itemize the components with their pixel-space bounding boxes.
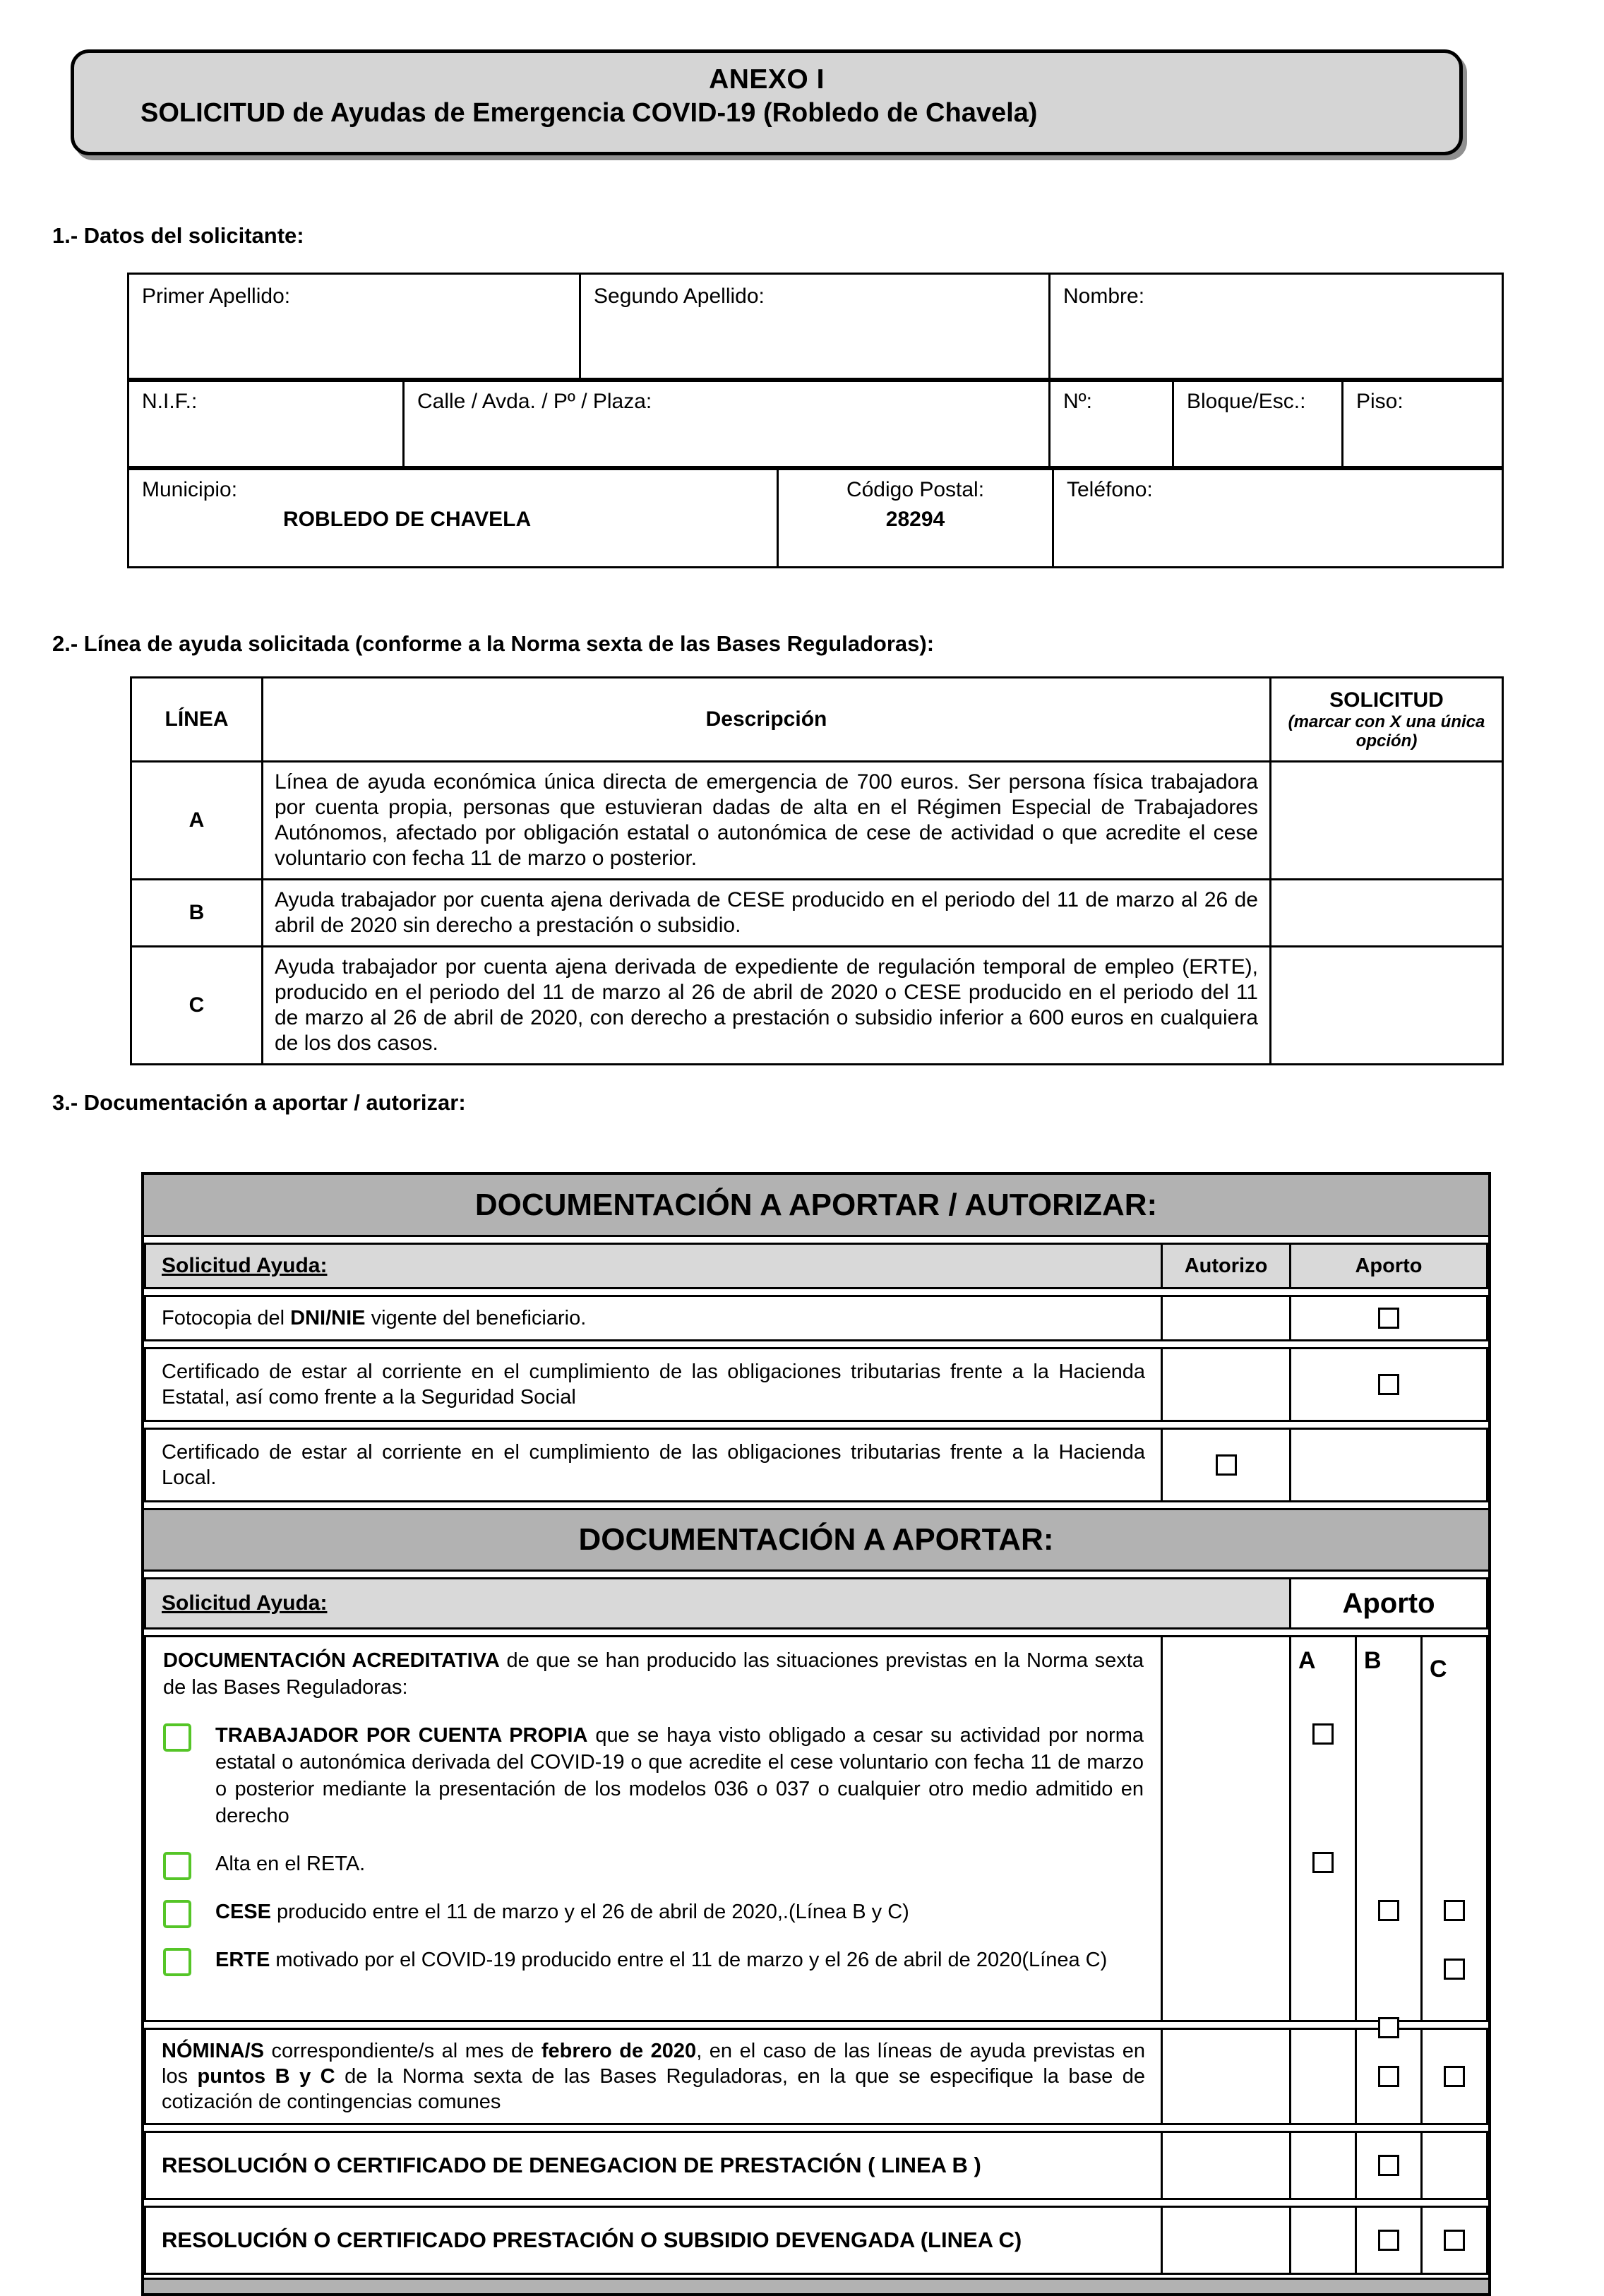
linea-a-descripcion: Línea de ayuda económica única directa de emergencia de 700 euros. Ser persona física trabajadora por cuenta propia, personas que estuvieran dadas de alta en el Régimen Especial de Trabajadores Autónomos, afectado por obligación estatal o autonómica de cese de actividad o que acredite el cese voluntario con fecha 11 de marzo o posterior. (263, 762, 1271, 880)
text-segment: que se haya visto obligado a cesar su actividad por norma estatal o autonómica derivada del COVID-19 o que acredite el cese voluntario con fecha 11 de marzo o posterior mediante la presentación de los modelos 036 o 037 o cualquier otro medio admitido en derecho (215, 1724, 1144, 1827)
label-segundo-apellido: Segundo Apellido: (594, 285, 765, 308)
col-label-c: C (1430, 1656, 1447, 1682)
resolucion-denegacion-text-cell (146, 2133, 1163, 2198)
text-segment-bold: ERTE (215, 1949, 270, 1971)
autorizo-checkbox-hacienda-local[interactable] (1216, 1454, 1237, 1476)
table-row-linea-a (131, 762, 1503, 880)
label-bloque: Bloque/Esc.: (1187, 390, 1306, 413)
aporto-cell-dni (1291, 1297, 1486, 1339)
table-row-linea-b (131, 880, 1503, 947)
doc-row-resolucion-prestacion (144, 2206, 1488, 2275)
doc-row-hacienda-estatal-paragraph (162, 1359, 1145, 1410)
text-segment: Certificado de estar al corriente en el cumplimiento de las obligaciones tributarias frente a la Hacienda Estatal, así como frente a la Seguridad Social (162, 1361, 1145, 1409)
annex-title: ANEXO I (709, 64, 825, 95)
doc-row-resolucion-denegacion (144, 2131, 1488, 2200)
column-b (1357, 2133, 1423, 2198)
municipio-value: ROBLEDO DE CHAVELA (283, 508, 532, 531)
linea-c-letter: C (131, 947, 263, 1065)
linea-ayuda-table (130, 676, 1504, 1065)
text-segment-bold: DNI/NIE (290, 1307, 366, 1329)
autorizo-cell-hacienda-estatal (1163, 1349, 1291, 1420)
section1-title: 1.- Datos del solicitante: (52, 223, 304, 248)
item-text (215, 1947, 1144, 1973)
column-a (1291, 1637, 1357, 2020)
col-b-checkbox-nomina[interactable] (1378, 2066, 1399, 2087)
text-segment: Alta en el RETA. (215, 1853, 366, 1875)
field-municipio (128, 467, 778, 568)
aporto-checkbox-dni[interactable] (1378, 1308, 1399, 1329)
item-text (215, 1850, 1144, 1877)
subheader2-label-cell (146, 1579, 1291, 1627)
green-checkbox-erte[interactable] (163, 1948, 191, 1976)
doc-row-hacienda-local-paragraph (162, 1440, 1145, 1490)
col-b-checkbox-nomina-upper[interactable] (1378, 2017, 1399, 2038)
text-segment-bold: NÓMINA/S (162, 2040, 264, 2062)
col-header-descripcion: Descripción (263, 678, 1271, 762)
text-segment: Fotocopia del (162, 1307, 291, 1329)
acreditativa-item-cese (163, 1899, 1144, 1925)
doc-row-hacienda-estatal (144, 1347, 1488, 1422)
aporto-cell-hacienda-local (1291, 1430, 1486, 1500)
table-row-linea-c (131, 947, 1503, 1065)
col-header-solicitud (1271, 678, 1503, 762)
label-calle: Calle / Avda. / Pº / Plaza: (417, 390, 652, 413)
table-row (128, 379, 1503, 470)
column-a (1291, 2030, 1357, 2123)
applicant-table-row2 (127, 378, 1504, 470)
docs-subheader-1 (144, 1243, 1488, 1289)
col-a-checkbox-reta[interactable] (1312, 1852, 1334, 1873)
linea-b-descripcion: Ayuda trabajador por cuenta ajena derivada de CESE producido en el periodo del 11 de marzo al 26 de abril de 2020 sin derecho a prestación o subsidio. (263, 880, 1271, 947)
text-segment: producido entre el 11 de marzo y el 26 de abril de 2020,.(Línea B y C) (270, 1901, 909, 1923)
autorizo-header-text: Autorizo (1184, 1254, 1268, 1277)
col-c-checkbox-cese[interactable] (1444, 1900, 1465, 1921)
doc-row-hacienda-estatal-text (146, 1349, 1163, 1420)
label-nombre: Nombre: (1063, 285, 1145, 308)
column-c (1423, 1637, 1486, 2020)
acreditativa-item-cuenta-propia (163, 1722, 1144, 1829)
item-text (215, 1722, 1144, 1829)
nomina-text-cell (146, 2030, 1163, 2123)
text-segment-bold: TRABAJADOR POR CUENTA PROPIA (215, 1724, 588, 1747)
empty-cell (1163, 2030, 1291, 2123)
col-header-linea: LÍNEA (131, 678, 263, 762)
label-telefono: Teléfono: (1067, 478, 1153, 501)
col-c-checkbox-nomina[interactable] (1444, 2066, 1465, 2087)
field-nif[interactable] (128, 379, 404, 470)
aporto-cell-hacienda-estatal (1291, 1349, 1486, 1420)
docs-header-aportar-autorizar: DOCUMENTACIÓN A APORTAR / AUTORIZAR: (144, 1175, 1488, 1237)
doc-row-nomina (144, 2028, 1488, 2125)
resolucion-denegacion-paragraph: RESOLUCIÓN O CERTIFICADO DE DENEGACION DE PRESTACIÓN ( LINEA B ) (162, 2153, 981, 2177)
column-c (1423, 2133, 1486, 2198)
section3-title: 3.- Documentación a aportar / autorizar: (52, 1090, 466, 1115)
field-primer-apellido[interactable] (128, 274, 580, 381)
column-c (1423, 2208, 1486, 2273)
autorizo-cell-hacienda-local (1163, 1430, 1291, 1500)
aporto-header-text: Aporto (1355, 1254, 1423, 1277)
solicitud-mark-cell-a[interactable] (1271, 762, 1503, 880)
table-header-row (131, 678, 1503, 762)
doc-row-dni-text (146, 1297, 1163, 1339)
text-segment: vigente del beneficiario. (365, 1307, 587, 1329)
text-segment: , en el caso de las líneas de ayuda previstas en los (162, 2040, 1146, 2088)
empty-cell (1163, 2133, 1291, 2198)
text-segment: motivado por el COVID-19 producido entre el 11 de marzo y el 26 de abril de 2020(Línea C) (270, 1949, 1108, 1971)
aporto-checkbox-hacienda-estatal[interactable] (1378, 1374, 1399, 1395)
field-telefono[interactable] (1053, 467, 1503, 568)
doc-row-hacienda-local (144, 1428, 1488, 1502)
acreditativa-intro (163, 1647, 1144, 1701)
col-header-aporto (1291, 1245, 1486, 1287)
applicant-table-row3 (127, 466, 1504, 568)
empty-cell (1163, 1637, 1291, 2020)
codigo-postal-value: 28294 (885, 508, 945, 531)
acreditativa-item-reta (163, 1850, 1144, 1877)
col-c-checkbox-erte[interactable] (1444, 1959, 1465, 1980)
aporto-big-text: Aporto (1342, 1587, 1435, 1619)
green-checkbox-reta[interactable] (163, 1852, 191, 1880)
autorizo-cell-dni (1163, 1297, 1291, 1339)
label-piso: Piso: (1356, 390, 1404, 413)
text-segment-bold: CESE (215, 1901, 271, 1923)
acreditativa-item-erte (163, 1947, 1144, 1973)
acreditativa-text-cell (146, 1637, 1163, 2020)
solicitud-ayuda-label-2: Solicitud Ayuda: (162, 1591, 328, 1615)
label-codigo-postal: Código Postal: (846, 478, 985, 501)
doc-row-dni-paragraph (162, 1305, 1145, 1331)
col-label-a: A (1298, 1647, 1316, 1674)
linea-a-letter: A (131, 762, 263, 880)
applicant-table-row1 (127, 273, 1504, 382)
field-segundo-apellido[interactable] (580, 274, 1050, 381)
text-segment-bold: DOCUMENTACIÓN ACREDITATIVA (163, 1649, 500, 1672)
field-bloque[interactable] (1173, 379, 1343, 470)
col-a-checkbox-cuenta-propia[interactable] (1312, 1723, 1334, 1745)
docs-subheader-2 (144, 1577, 1488, 1630)
docs-header-aportar: DOCUMENTACIÓN A APORTAR: (144, 1508, 1488, 1572)
text-segment: de que se han producido las situaciones previstas en la Norma sexta de las Bases Reguladoras: (163, 1649, 1144, 1699)
column-a (1291, 2208, 1357, 2273)
table-row (128, 467, 1503, 568)
text-segment-bold: puntos B y C (197, 2065, 335, 2088)
linea-b-letter: B (131, 880, 263, 947)
section2-title: 2.- Línea de ayuda solicitada (conforme a la Norma sexta de las Bases Reguladoras): (52, 631, 935, 656)
doc-row-acreditativa (144, 1635, 1488, 2022)
label-nif: N.I.F.: (142, 390, 198, 413)
col-label-b: B (1364, 1647, 1382, 1674)
table-row (128, 274, 1503, 381)
solicitud-ayuda-label: Solicitud Ayuda: (162, 1254, 328, 1277)
col-header-autorizo (1163, 1245, 1291, 1287)
field-numero[interactable] (1050, 379, 1173, 470)
resolucion-prestacion-paragraph: RESOLUCIÓN O CERTIFICADO PRESTACIÓN O SUBSIDIO DEVENGADA (LINEA C) (162, 2228, 1022, 2252)
docs-cutoff-bar (144, 2278, 1488, 2293)
field-codigo-postal (778, 467, 1053, 568)
form-title: SOLICITUD de Ayudas de Emergencia COVID-19 (Robledo de Chavela) (140, 98, 1038, 128)
solicitud-mark-cell-c[interactable] (1271, 947, 1503, 1065)
label-municipio: Municipio: (142, 478, 238, 501)
col-b-checkbox-prestacion[interactable] (1378, 2230, 1399, 2251)
aporto-big-header (1291, 1579, 1486, 1627)
col-b-checkbox-cese[interactable] (1378, 1900, 1399, 1921)
linea-c-descripcion: Ayuda trabajador por cuenta ajena derivada de expediente de regulación temporal de empleo (ERTE), producido en el periodo del 11 de marzo al 26 de abril de 2020 o CESE producido en el periodo del 11 de marzo al 26 de abril de 2020, con derecho a prestación o subsidio inferior a 600 euros en cualquiera de los dos casos. (263, 947, 1271, 1065)
field-nombre[interactable] (1050, 274, 1503, 381)
column-a (1291, 2133, 1357, 2198)
field-piso[interactable] (1343, 379, 1503, 470)
subheader1-label-cell (146, 1245, 1163, 1287)
text-segment-bold: febrero de 2020 (541, 2040, 697, 2062)
column-b (1357, 2030, 1423, 2123)
column-c (1423, 2030, 1486, 2123)
resolucion-prestacion-text-cell (146, 2208, 1163, 2273)
nomina-paragraph (162, 2038, 1145, 2115)
doc-row-hacienda-local-text (146, 1430, 1163, 1500)
solicitud-mark-cell-b[interactable] (1271, 880, 1503, 947)
column-b (1357, 2208, 1423, 2273)
field-calle[interactable] (404, 379, 1050, 470)
form-header-box (71, 49, 1463, 155)
text-segment: Certificado de estar al corriente en el cumplimiento de las obligaciones tributarias frente a la Hacienda Local. (162, 1441, 1145, 1489)
solicitud-header-note: (marcar con X una única opción) (1288, 712, 1485, 751)
item-text (215, 1899, 1144, 1925)
text-segment: correspondiente/s al mes de (264, 2040, 541, 2062)
solicitud-header-text: SOLICITUD (1329, 688, 1444, 712)
text-segment: de la Norma sexta de las Bases Reguladoras, en la que se especifique la base de cotización de contingencias comunes (162, 2065, 1145, 2113)
empty-cell (1163, 2208, 1291, 2273)
col-c-checkbox-prestacion[interactable] (1444, 2230, 1465, 2251)
documentation-block (141, 1172, 1491, 2296)
label-numero: Nº: (1063, 390, 1092, 413)
column-b (1357, 1637, 1423, 2020)
doc-row-dni (144, 1295, 1488, 1341)
col-b-checkbox-denegacion[interactable] (1378, 2155, 1399, 2176)
label-primer-apellido: Primer Apellido: (142, 285, 291, 308)
green-checkbox-cuenta-propia[interactable] (163, 1723, 191, 1752)
green-checkbox-cese[interactable] (163, 1900, 191, 1928)
